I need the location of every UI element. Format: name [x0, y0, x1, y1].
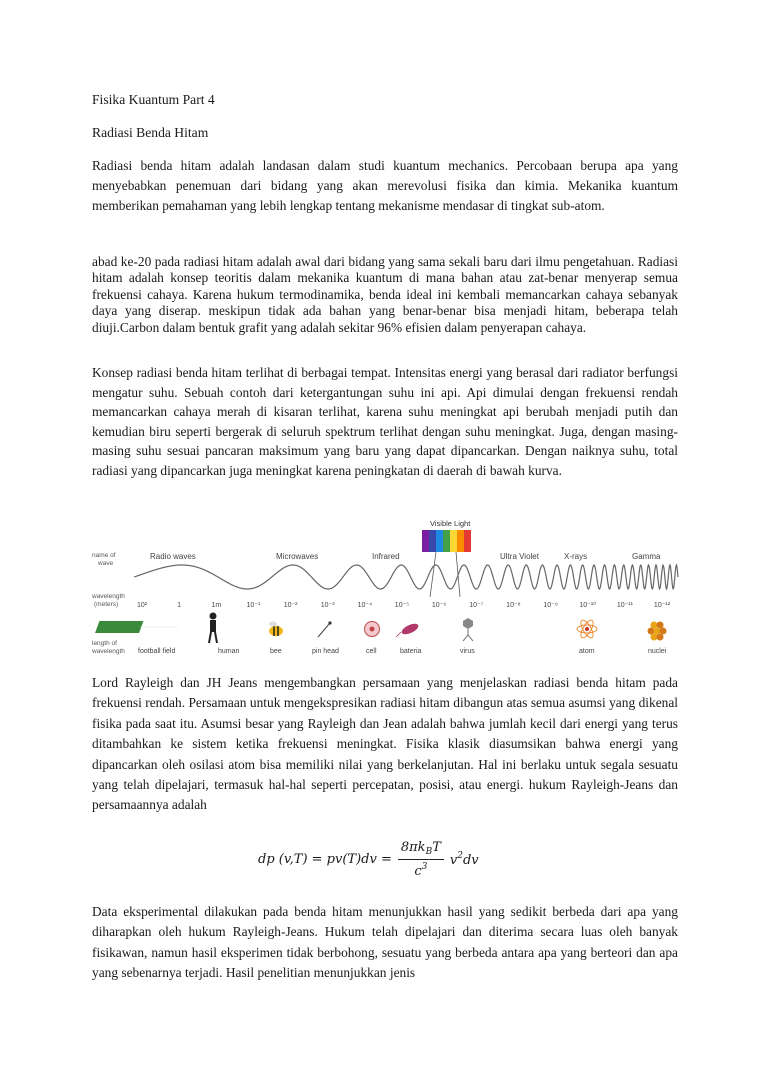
row-label-name-of-wave: name of wave: [92, 552, 116, 567]
atom-icon: [577, 618, 597, 639]
rayleigh-jeans-formula: [258, 832, 479, 886]
virus-icon: [463, 618, 473, 641]
wavelength-label: 10⁻⁶: [431, 602, 447, 609]
wavelength-label: 10⁻¹¹: [616, 602, 633, 609]
wavelength-label: 1: [177, 602, 182, 609]
football-field-icon: [95, 621, 178, 633]
band-x-rays: X-rays: [564, 552, 588, 561]
human-icon: [209, 613, 217, 644]
wavelength-label: 10⁻⁵: [394, 602, 410, 609]
object-label-atom: atom: [579, 648, 595, 655]
nuclei-icon: [648, 622, 667, 641]
paragraph-experimental-data: Data eksperimental dilakukan pada benda hitam menunjukkan hasil yang sedikit berbeda dari apa yang diharapkan oleh hukum Rayleigh-Jeans. Hukum telah dipelajari dan diterima secara luas oleh banyak fisikawan, namun hasil eksperimen tidak berbohong, sesuatu yang berbeda antara apa yang berteori dan apa yang sebenarnya terjadi. Hasil penelitian menunjukkan jenis: [92, 904, 678, 981]
wavelength-label: 10⁻⁸: [506, 602, 521, 609]
object-label-human: human: [218, 648, 240, 655]
object-label-virus: virus: [460, 648, 475, 655]
paragraph-intro: Radiasi benda hitam adalah landasan dalam studi kuantum mechanics. Percobaan berupa apa yang menyebabkan penemuan dari bidang yang akan merevolusi fisika dan kimia. Mekanika kuantum memberikan pemahaman yang lebih lengkap tentang mekanisme mendasar di tingkat sub-atom.: [92, 158, 678, 213]
object-label-football-field: football field: [138, 648, 176, 655]
object-label-cell: cell: [366, 648, 377, 655]
wavelength-label: 10⁻³: [320, 602, 335, 609]
bacteria-icon: [396, 622, 420, 637]
formula-rhs: $v^2dv$: [449, 850, 479, 868]
band-radio-waves: Radio waves: [150, 552, 196, 561]
section-heading: Radiasi Benda Hitam: [92, 125, 209, 140]
object-label-bacteria: bateria: [400, 648, 422, 655]
wavelength-label: 10⁻⁷: [469, 602, 484, 609]
visible-light-label: Visible Light: [430, 519, 471, 528]
formula-fraction: [398, 840, 444, 879]
wavelength-label: 10⁻²: [283, 602, 298, 609]
paragraph-concept: Konsep radiasi benda hitam terlihat di berbagai tempat. Intensitas energi yang berasal dari radiator berfungsi mengatur suhu. Sebuah contoh dari ketergantungan suhu ini api. Api dimulai dengan frekuensi rendah memancarkan cahaya merah di kisaran terlihat, karena suhu meningkat api berubah menjadi putih dan kemudian biru seperti bergerak di seluruh spektrum terlihat dengan suhu meningkat. Juga, dengan masing-masing suhu sesuai pancaran maksimum yang baru yang dapat dipancarkan. Dengan naiknya suhu, total radiasi yang dipancarkan juga meningkat karena peningkatan di daerah di bawah kurva.: [92, 365, 678, 478]
wavelength-label: 10⁻⁴: [357, 602, 373, 609]
formula-lhs: dp (v,T) = pv(T)dv =: [258, 851, 392, 867]
bee-icon: [269, 622, 283, 637]
wavelength-label: 10⁻¹⁰: [579, 602, 597, 609]
visible-light-rainbow: [422, 530, 471, 597]
formula-denominator: $c^3$: [414, 861, 428, 879]
wavelength-label: 1m: [211, 602, 222, 609]
pin-head-icon: [318, 621, 332, 637]
object-label-nuclei: nuclei: [648, 648, 667, 655]
row-label-wavelength: wavelength (meters): [92, 593, 125, 608]
band-microwaves: Microwaves: [276, 552, 319, 561]
object-label-bee: bee: [270, 648, 282, 655]
band-infrared: Infrared: [372, 552, 400, 561]
wavelength-label: 10⁻⁹: [543, 602, 558, 609]
band-gamma: Gamma: [632, 552, 661, 561]
wavelength-label: 10⁻¹: [246, 602, 261, 609]
row-label-length-of-wavelength: length of wavelength: [92, 640, 125, 655]
formula-numerator: $8\pi k_BT$: [398, 840, 444, 860]
paragraph-rayleigh-jeans: Lord Rayleigh dan JH Jeans mengembangkan persamaan yang menjelaskan radiasi benda hitam pada frekuensi rendah. Persamaan untuk mengekspresikan radiasi hitam dibangun atas semua asumsi yang dikenal fisika pada saat itu. Asumsi besar yang Rayleigh dan Jean adalah bahwa jumlah kecil dari energi yang terus ditambahkan ke sistem ketika frekuensi meningkat. Fisika klasik diasumsikan bahwa energi yang dipancarkan oleh osilasi atom bisa memiliki nilai yang berkelanjutan. Hal ini berlaku untuk segala sesuatu yang telah dipelajari, termasuk hal-hal seperti percepatan, posisi, atau energi. hukum Rayleigh-Jeans dan persamaannya adalah: [92, 675, 678, 813]
wavelength-scale: [137, 601, 671, 609]
em-wave-curve: [134, 565, 678, 589]
band-ultra-violet: Ultra Violet: [500, 552, 539, 561]
document-title: Fisika Kuantum Part 4: [92, 92, 215, 107]
paragraph-history: abad ke-20 pada radiasi hitam adalah awal dari bidang yang sama sekali baru dari ilmu pengetahuan. Radiasi hitam adalah konsep teoritis dalam mekanika kuantum di mana bahan atau zat-benar menyerap semua frekuensi cahaya. Karena hukum termodinamika, benda ideal ini kembali memancarkan cahaya sebanyak daya yang diserap. meskipun tidak ada bahan yang benar-benar bisa menjadi hitam, beberapa telah diuji.Carbon dalam bentuk grafit yang adalah sekitar 96% efisien dalam penyerapan cahaya.: [92, 254, 678, 335]
cell-icon: [365, 622, 380, 637]
wavelength-label: 10⁻¹²: [653, 602, 671, 609]
em-spectrum-figure: [90, 515, 680, 660]
wavelength-label: 10²: [136, 602, 148, 609]
object-label-pin-head: pin head: [312, 648, 339, 655]
